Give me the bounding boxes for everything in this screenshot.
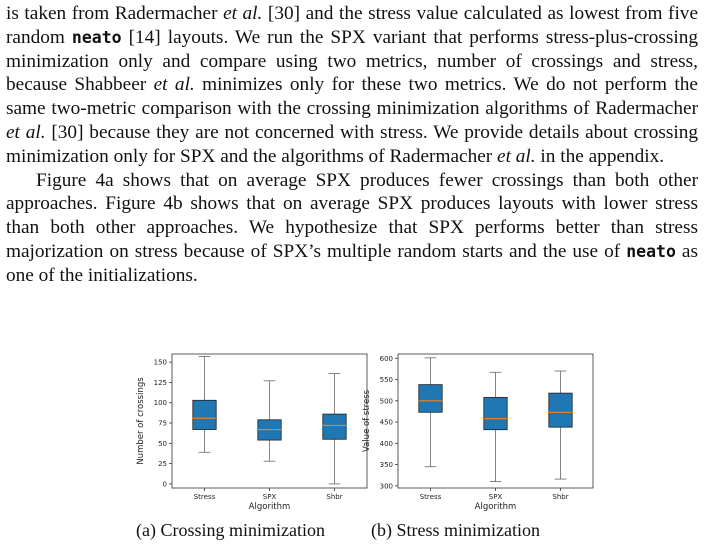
italic-text: et al. xyxy=(223,3,263,24)
x-tick-label: SPX xyxy=(262,493,277,501)
figure-4b-stress-boxplot xyxy=(358,348,598,516)
x-axis-label: Algorithm xyxy=(474,502,517,512)
y-tick-label: 100 xyxy=(153,399,167,408)
y-tick-label: 25 xyxy=(158,460,167,469)
figure-4a-crossings-boxplot xyxy=(132,348,372,516)
y-axis-label: Number of crossings xyxy=(136,377,146,465)
y-tick-label: 150 xyxy=(153,358,167,367)
text-run: Figure 4a shows that on average SPX produces fewer crossings than both other approaches. Figure 4b shows that on average SPX produces layouts with lower stress than both other approaches. We hypothesize that SPX performs better than stress majorization on stress because of SPX’s multiple random starts and the use of xyxy=(6,169,698,262)
x-tick-label: SPX xyxy=(488,493,503,501)
italic-text: et al. xyxy=(497,145,536,167)
x-tick-label: Shbr xyxy=(326,493,343,501)
y-tick-label: 300 xyxy=(379,482,393,491)
y-tick-label: 450 xyxy=(379,418,393,427)
italic-text: et al. xyxy=(153,74,195,96)
text-run: [30] because they are not concerned with stress. We provide details about crossing minimization only for SPX and the algorithms of Radermacher xyxy=(6,121,698,167)
text-run: [14] layouts. We run the SPX variant that performs stress-plus-crossing minimization only and compare using two metrics, number of crossings and stress, because Shabbeer xyxy=(6,26,699,96)
x-tick-label: Shbr xyxy=(552,493,569,501)
body-text xyxy=(6,2,698,288)
y-axis-label: Value of stress xyxy=(362,389,372,453)
paragraph-1 xyxy=(6,2,698,169)
text-run: is taken from Radermacher xyxy=(6,3,224,24)
caption-figure-4b: (b) Stress minimization xyxy=(371,520,540,540)
paragraph-2 xyxy=(6,169,698,288)
italic-text: et al. xyxy=(6,121,46,143)
x-tick-label: Stress xyxy=(193,493,216,501)
y-tick-label: 125 xyxy=(153,378,167,387)
iqr-box xyxy=(484,397,507,429)
y-tick-label: 550 xyxy=(379,376,393,385)
stress-boxplot-svg xyxy=(358,348,598,516)
caption-figure-4a: (a) Crossing minimization xyxy=(136,520,325,540)
crossings-boxplot-svg xyxy=(132,348,372,516)
x-tick-label: Stress xyxy=(419,493,442,501)
iqr-box xyxy=(549,393,572,427)
code-text: neato xyxy=(626,241,676,261)
code-text: neato xyxy=(71,27,122,47)
y-tick-label: 50 xyxy=(158,439,167,448)
text-run: [30] and the stress value calculated as lowest from five random xyxy=(6,3,698,48)
y-tick-label: 600 xyxy=(379,354,393,363)
y-tick-label: 400 xyxy=(379,439,393,448)
y-tick-label: 75 xyxy=(158,419,167,428)
iqr-box xyxy=(419,385,442,413)
text-run: in the appendix. xyxy=(535,145,665,167)
y-tick-label: 500 xyxy=(379,397,393,406)
text-run: minimizes only for these two metrics. We do not perform the same two-metric comparison with the crossing minimization algorithms of Radermacher xyxy=(6,74,698,120)
y-tick-label: 350 xyxy=(379,461,393,470)
text-run: as one of the initializations. xyxy=(6,240,698,286)
iqr-box xyxy=(323,414,346,439)
x-axis-label: Algorithm xyxy=(248,502,291,512)
iqr-box xyxy=(193,400,216,429)
y-tick-label: 0 xyxy=(162,480,167,489)
